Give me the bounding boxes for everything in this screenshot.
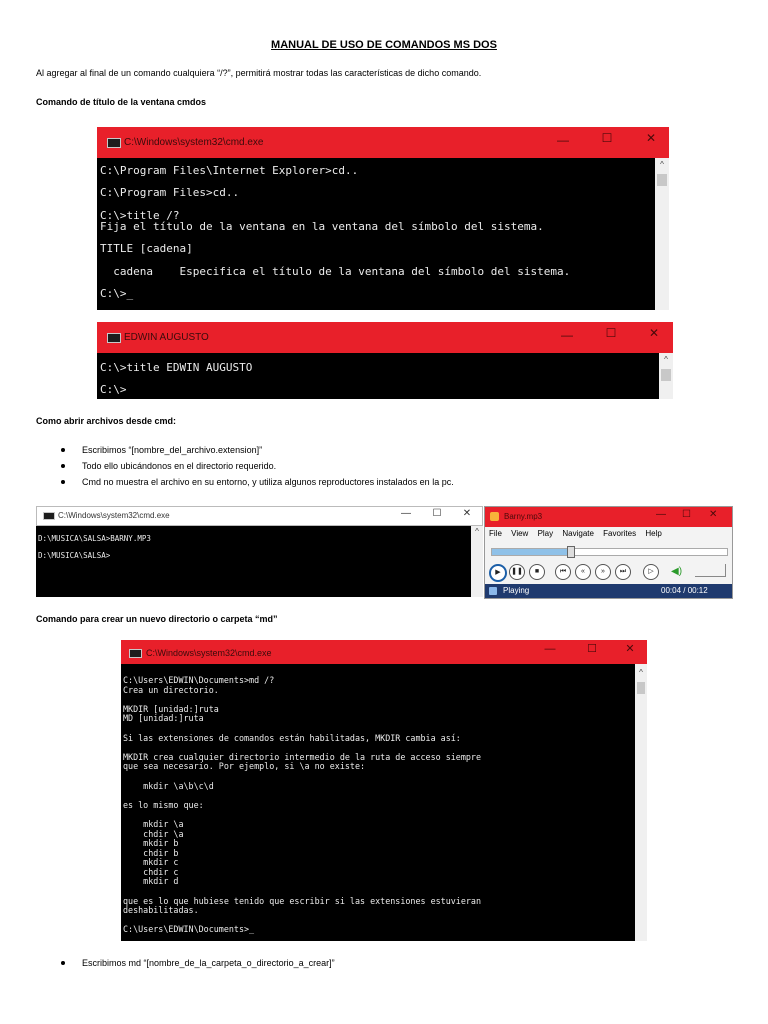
console-line: C:\>title EDWIN AUGUSTO: [100, 361, 253, 374]
cmd-window-music: [36, 506, 483, 597]
console-line: es lo mismo que:: [123, 799, 204, 810]
section-heading-open-files: Como abrir archivos desde cmd:: [36, 416, 177, 426]
maximize-button[interactable]: ☐: [601, 131, 613, 145]
media-player-window: [484, 506, 733, 599]
pause-button[interactable]: ❚❚: [509, 564, 525, 580]
scroll-up-icon[interactable]: ^: [639, 668, 643, 677]
volume-slider[interactable]: [695, 564, 726, 577]
rewind-button[interactable]: «: [575, 564, 591, 580]
scroll-up-icon[interactable]: ^: [660, 160, 664, 169]
close-button[interactable]: ✕: [462, 508, 472, 519]
vertical-scrollbar[interactable]: [659, 353, 673, 399]
console-line: cadena Especifica el título de la ventana del símbolo del sistema.: [100, 264, 571, 278]
window-title: C:\Windows\system32\cmd.exe: [124, 137, 264, 148]
console-line: chdir c: [123, 866, 179, 877]
console-line: mkdir b: [123, 838, 179, 849]
console-line: que sea necesario. Por ejemplo, si \a no existe:: [123, 761, 366, 772]
seek-handle[interactable]: [567, 546, 575, 558]
section-heading-md-command: Comando para crear un nuevo directorio o carpeta “md”: [36, 614, 278, 624]
scroll-up-icon[interactable]: ^: [664, 355, 668, 364]
window-title: C:\Windows\system32\cmd.exe: [146, 648, 272, 658]
console-line: C:\Program Files\Internet Explorer>cd..: [100, 164, 359, 177]
console-output: [100, 362, 252, 395]
console-line: MKDIR [unidad:]ruta: [123, 703, 219, 714]
intro-paragraph: Al agregar al final de un comando cualquiera “/?”, permitirá mostrar todas las características de dicho comando.: [36, 68, 482, 78]
play-button[interactable]: ▶: [489, 564, 507, 582]
player-app-icon: [490, 512, 499, 521]
window-title: EDWIN AUGUSTO: [124, 332, 209, 343]
player-menu-bar: [489, 529, 669, 538]
scroll-thumb[interactable]: [657, 174, 667, 186]
console-line: TITLE [cadena]: [100, 242, 193, 256]
minimize-button[interactable]: —: [561, 328, 573, 342]
menu-favorites[interactable]: Favorites: [603, 529, 637, 538]
previous-button[interactable]: ⏮: [555, 564, 571, 580]
list-item: Todo ello ubicándonos en el directorio requerido.: [82, 458, 454, 474]
loop-button[interactable]: ▷: [643, 564, 659, 580]
window-titlebar[interactable]: [36, 506, 483, 526]
console-line: chdir b: [123, 847, 179, 858]
menu-help[interactable]: Help: [645, 529, 662, 538]
close-button[interactable]: ✕: [709, 509, 718, 520]
maximize-button[interactable]: ☐: [682, 509, 691, 520]
console-line: Si las extensiones de comandos están habilitadas, MKDIR cambia así:: [123, 732, 461, 743]
cmd-window-edwin-augusto: [97, 322, 673, 399]
next-button[interactable]: ⏭: [615, 564, 631, 580]
playback-time: 00:04 / 00:12: [661, 586, 708, 595]
fast-forward-button[interactable]: »: [595, 564, 611, 580]
console-line: mkdir c: [123, 857, 179, 868]
player-titlebar[interactable]: [485, 507, 732, 527]
playback-status: Playing: [503, 586, 530, 595]
close-button[interactable]: ✕: [625, 643, 635, 655]
window-title: C:\Windows\system32\cmd.exe: [58, 511, 170, 520]
console-line: MD [unidad:]ruta: [123, 713, 204, 724]
console-line: Fija el título de la ventana en la ventana del símbolo del sistema.: [100, 220, 544, 234]
window-titlebar[interactable]: [97, 322, 673, 353]
console-line: chdir \a: [123, 828, 184, 839]
console-line: D:\MUSICA\SALSA>: [38, 551, 111, 560]
minimize-button[interactable]: —: [557, 133, 569, 147]
console-line: Crea un directorio.: [123, 684, 219, 695]
menu-view[interactable]: View: [511, 529, 529, 538]
cmd-app-icon: [129, 649, 142, 658]
console-line: MKDIR crea cualquier directorio intermedio de la ruta de acceso siempre: [123, 751, 481, 762]
bullet-icon: [61, 480, 65, 484]
list-item: Cmd no muestra el archivo en su entorno, y utiliza algunos reproductores instalados en la pc.: [82, 474, 454, 490]
minimize-button[interactable]: —: [656, 509, 666, 520]
cmd-app-icon: [107, 333, 121, 343]
console-line: C:\>_: [100, 287, 134, 301]
window-titlebar[interactable]: [97, 127, 669, 158]
cmd-app-icon: [43, 512, 55, 520]
seek-bar[interactable]: [491, 548, 728, 556]
menu-play[interactable]: Play: [537, 529, 554, 538]
minimize-button[interactable]: —: [544, 643, 556, 655]
menu-navigate[interactable]: Navigate: [562, 529, 594, 538]
seek-progress: [492, 549, 570, 555]
md-bullet-list: [82, 955, 335, 971]
console-output: [123, 676, 481, 935]
cmd-window-title-help: [97, 127, 669, 310]
console-line: C:\Users\EDWIN\Documents>_: [123, 924, 255, 935]
vertical-scrollbar[interactable]: [655, 158, 669, 310]
scroll-up-icon[interactable]: ^: [475, 527, 479, 536]
vertical-scrollbar[interactable]: [635, 664, 647, 941]
document-title: MANUAL DE USO DE COMANDOS MS DOS: [271, 39, 497, 51]
console-line: que es lo que hubiese tenido que escribir si las extensiones estuvieran: [123, 895, 481, 906]
console-line: mkdir \a\b\c\d: [123, 780, 214, 791]
list-item: Escribimos md “[nombre_de_la_carpeta_o_directorio_a_crear]”: [82, 955, 335, 971]
bullet-icon: [61, 961, 65, 965]
console-line: C:\>title /?: [100, 208, 180, 222]
maximize-button[interactable]: ☐: [587, 643, 597, 655]
stop-button[interactable]: ■: [529, 564, 545, 580]
minimize-button[interactable]: —: [401, 508, 411, 519]
scroll-thumb[interactable]: [661, 369, 671, 381]
close-button[interactable]: ✕: [648, 326, 660, 340]
bullet-icon: [61, 448, 65, 452]
player-status-bar: [485, 584, 732, 598]
window-titlebar[interactable]: [121, 640, 647, 664]
cmd-window-mkdir-help: [121, 640, 647, 941]
menu-file[interactable]: File: [489, 529, 502, 538]
list-item: Escribimos “[nombre_del_archivo.extension]”: [82, 442, 454, 458]
console-line: deshabilitadas.: [123, 905, 199, 916]
console-line: C:\Program Files>cd..: [100, 186, 240, 200]
bullet-icon: [61, 464, 65, 468]
console-line: C:\>: [100, 383, 127, 396]
status-icon: [489, 587, 497, 595]
maximize-button[interactable]: ☐: [605, 326, 617, 340]
cmd-app-icon: [107, 138, 121, 148]
vertical-scrollbar[interactable]: [471, 526, 483, 597]
console-line: mkdir \a: [123, 818, 184, 829]
player-controls: [485, 562, 732, 584]
maximize-button[interactable]: ☐: [432, 508, 442, 519]
console-output: [38, 535, 151, 561]
console-line: C:\Users\EDWIN\Documents>md /?: [123, 675, 275, 685]
close-button[interactable]: ✕: [645, 131, 657, 145]
console-line: [100, 277, 570, 288]
console-line: mkdir d: [123, 876, 179, 887]
open-files-bullet-list: [82, 442, 454, 490]
volume-icon[interactable]: ◀): [671, 566, 683, 577]
player-title: Barny.mp3: [504, 512, 543, 521]
section-heading-title-command: Comando de título de la ventana cmdos: [36, 97, 207, 107]
scroll-thumb[interactable]: [637, 682, 645, 694]
console-line: D:\MUSICA\SALSA>BARNY.MP3: [38, 534, 151, 543]
console-output: [100, 165, 570, 299]
